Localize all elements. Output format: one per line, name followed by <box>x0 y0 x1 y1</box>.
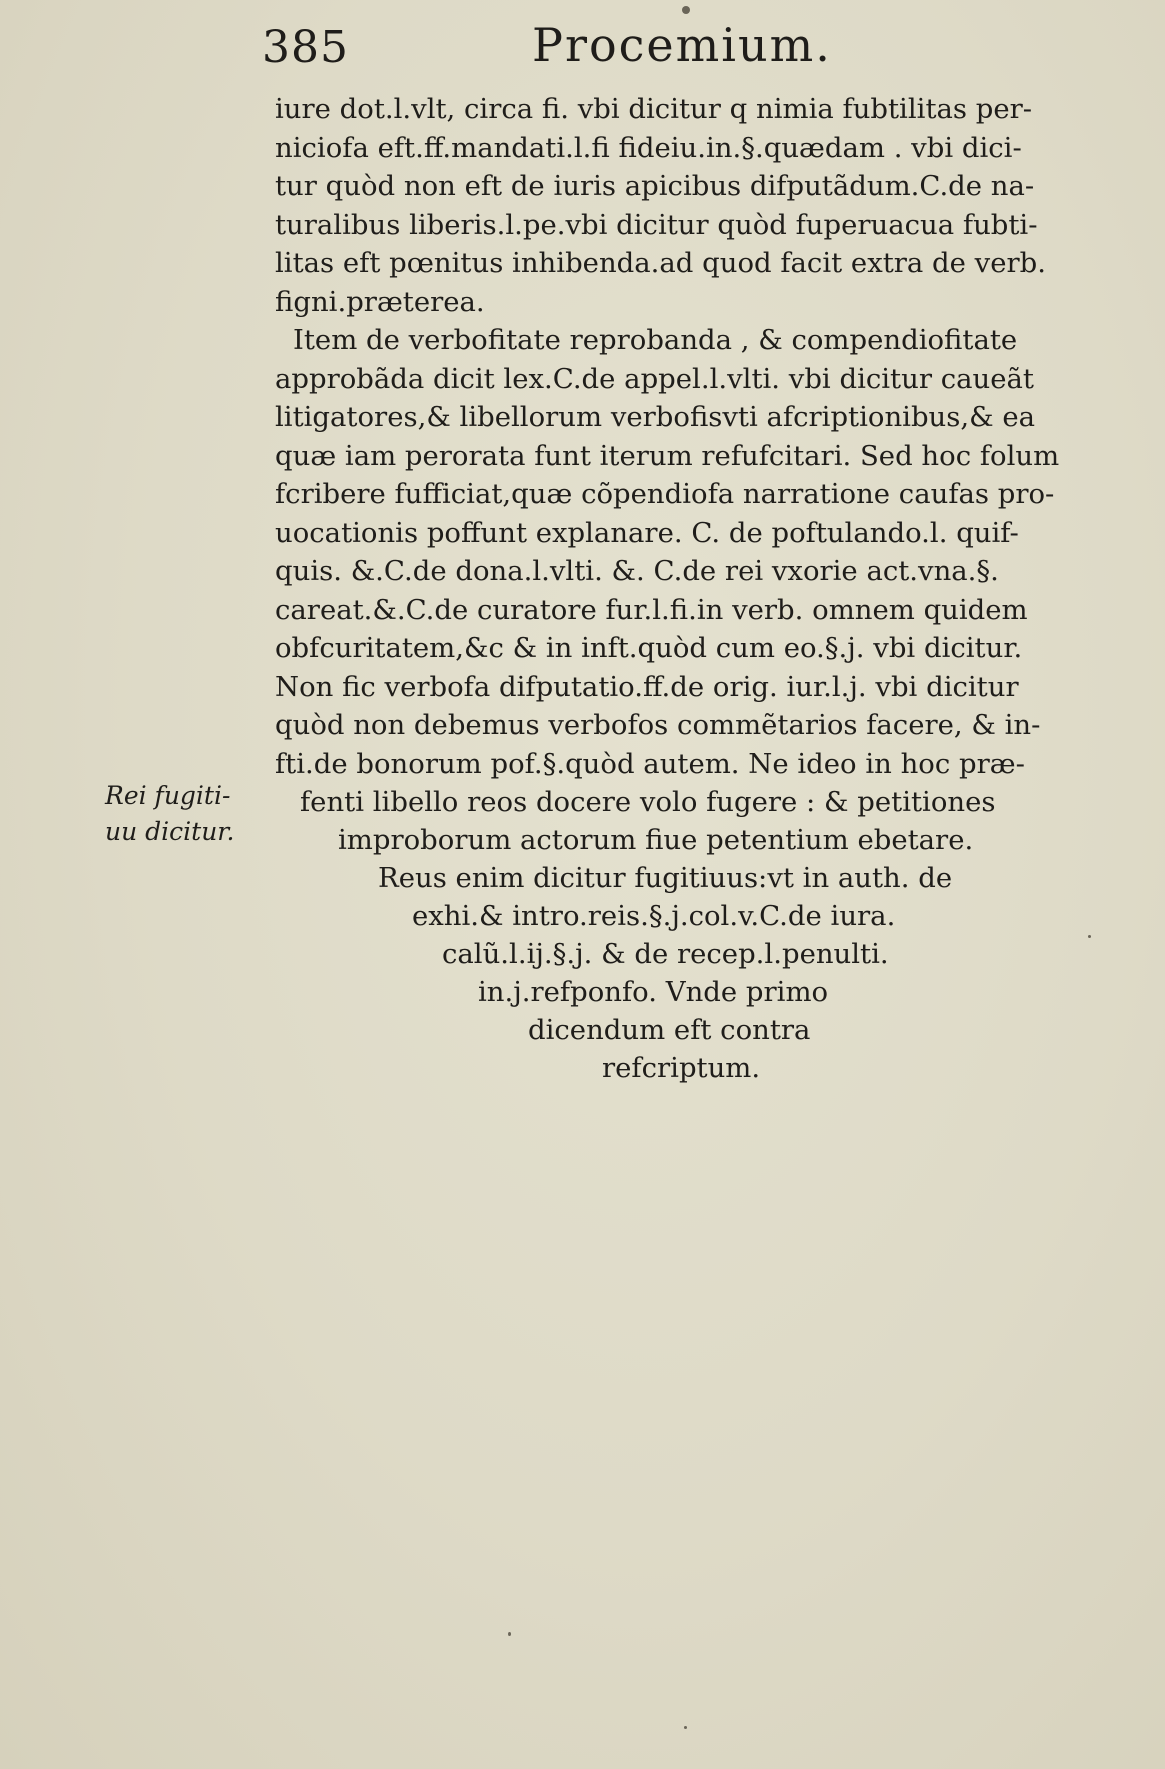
text-line: tur quòd non eft de iuris apicibus difputãdum.C.de na- <box>275 170 1035 202</box>
text-line: refcriptum. <box>602 1052 761 1084</box>
text-line: obfcuritatem,&c & in inft.quòd cum eo.§.j. vbi dicitur. <box>275 632 1023 664</box>
text-line: niciofa eft.ff.mandati.l.fi fideiu.in.§.quædam . vbi dici- <box>275 131 1022 164</box>
text-line: Non fic verbofa difputatio.ff.de orig. iur.l.j. vbi dicitur <box>275 670 1019 703</box>
text-line: approbãda dicit lex.C.de appel.l.vlti. vbi dicitur caueãt <box>275 362 1034 395</box>
text-line: careat.&.C.de curatore fur.l.fi.in verb. omnem quidem <box>275 593 1028 626</box>
text-line: iure dot.l.vlt, circa fi. vbi dicitur q nimia fubtilitas per- <box>275 93 1033 125</box>
margin-note <box>105 778 265 850</box>
text-line: fenti libello reos docere volo fugere : & petitiones <box>300 786 996 818</box>
text-line: litas eft pœnitus inhibenda.ad quod facit extra de verb. <box>275 247 1046 279</box>
ink-speck <box>684 1726 687 1729</box>
page-number: 385 <box>262 22 349 73</box>
main-text-block <box>275 90 1075 783</box>
margin-note-line: uu dicitur. <box>105 817 235 846</box>
text-line: in.j.refponfo. Vnde primo <box>478 976 829 1008</box>
text-line: fcribere fufficiat,quæ cõpendiofa narratione caufas pro- <box>275 478 1055 510</box>
text-line: quæ iam perorata funt iterum refufcitari. Sed hoc folum <box>275 439 1060 472</box>
margin-note-line: Rei fugiti- <box>105 781 231 810</box>
text-line: exhi.& intro.reis.§.j.col.v.C.de iura. <box>412 900 896 932</box>
text-line: figni.præterea. <box>275 285 485 318</box>
ink-speck <box>1088 935 1091 938</box>
running-title: Procemium. <box>532 18 832 72</box>
text-line: uocationis poffunt explanare. C. de poftulando.l. quif- <box>275 516 1019 549</box>
text-line: Item de verbofitate reprobanda , & compendiofitate <box>293 324 1018 356</box>
text-line: Reus enim dicitur fugitiuus:vt in auth. de <box>378 862 953 894</box>
text-line: dicendum eft contra <box>528 1014 811 1046</box>
text-line: quis. &.C.de dona.l.vlti. &. C.de rei vxorie act.vna.§. <box>275 555 999 587</box>
text-line: litigatores,& libellorum verbofisvti afcriptionibus,& ea <box>275 401 1036 433</box>
text-line: calũ.l.ij.§.j. & de recep.l.penulti. <box>442 938 889 970</box>
text-line: fti.de bonorum pof.§.quòd autem. Ne ideo in hoc præ- <box>275 747 1025 780</box>
text-line: improborum actorum fiue petentium ebetare. <box>338 824 974 856</box>
ink-speck <box>508 1632 511 1636</box>
text-line: quòd non debemus verbofos commẽtarios facere, & in- <box>275 709 1041 741</box>
text-line: turalibus liberis.l.pe.vbi dicitur quòd fuperuacua fubti- <box>275 208 1038 241</box>
ink-speck <box>682 6 690 14</box>
